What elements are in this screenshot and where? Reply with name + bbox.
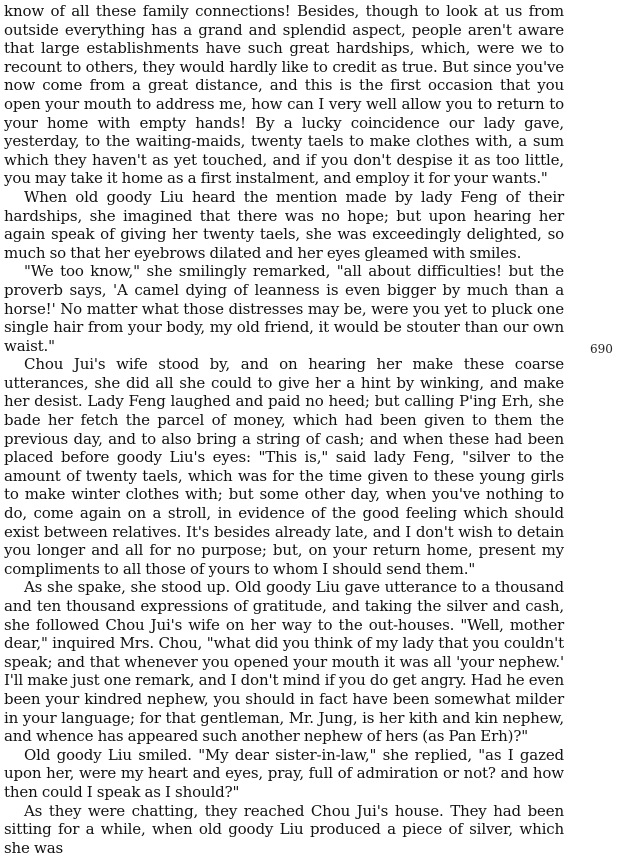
paragraph-4: Chou Jui's wife stood by, and on hearing her make these coarse utterances, she did all she could to give her a hint by winking, and make her desist. Lady Feng laughed and paid no heed; but calling P'ing Erh, she bade her fetch the parcel of money, which had been given to them the previous day, and to also bring a string of cash; and when these had been placed before goody Liu's eyes: "This is," said lady Feng, "silver to the amount of twenty taels, which was for the time given to these young girls to make winter clothes with; but some other day, when you've nothing to do, come again on a stroll, in evidence of the good feeling which should exist between relatives. It's besides already late, and I don't wish to detain you longer and all for no purpose; but, on your return home, present my compliments to all those of yours to whom I should send them." xyxy=(4,355,564,578)
paragraph-1: know of all these family connections! Besides, though to look at us from outside everything has a grand and splendid aspect, people aren't aware that large establishments have such great hardships, which, were we to recount to others, they would hardly like to credit as true. But since you've now come from a great distance, and this is the first occasion that you open your mouth to address me, how can I very well allow you to return to your home with empty hands! By a lucky coincidence our lady gave, yesterday, to the waiting-maids, twenty taels to make clothes with, a sum which they haven't as yet touched, and if you don't despise it as too little, you may take it home as a first instalment, and employ it for your wants." xyxy=(4,2,564,188)
paragraph-3: "We too know," she smilingly remarked, "all about difficulties! but the proverb says, 'A camel dying of leanness is even bigger by much than a horse!' No matter what those distresses may be, were you yet to pluck one single hair from your body, my old friend, it would be stouter than our own waist." xyxy=(4,262,564,355)
paragraph-2: When old goody Liu heard the mention made by lady Feng of their hardships, she imagined that there was no hope; but upon hearing her again speak of giving her twenty taels, she was exceedingly delighted, so much so that her eyebrows dilated and her eyes gleamed with smiles. xyxy=(4,187,564,262)
paragraph-7: As they were chatting, they reached Chou Jui's house. They had been sitting for a while, when old goody Liu produced a piece of silver, which she was xyxy=(4,801,564,857)
paragraph-5: As she spake, she stood up. Old goody Liu gave utterance to a thousand and ten thousand expressions of gratitude, and taking the silver and cash, she followed Chou Jui's wife on her way to the out-houses. "Well, mother dear," inquired Mrs. Chou, "what did you think of my lady that you couldn't speak; and that whenever you opened your mouth it was all 'your nephew.' I'll make just one remark, and I don't mind if you do get angry. Had he even been your kindred nephew, you should in fact have been somewhat milder in your language; for that gentleman, Mr. Jung, is her kith and kin nephew, and whence has appeared such another nephew of hers (as Pan Erh)?" xyxy=(4,578,564,746)
book-page-text xyxy=(4,2,564,857)
page-number: 690 xyxy=(590,342,613,356)
paragraph-6: Old goody Liu smiled. "My dear sister-in-law," she replied, "as I gazed upon her, were my heart and eyes, pray, full of admiration or not? and how then could I speak as I should?" xyxy=(4,745,564,801)
